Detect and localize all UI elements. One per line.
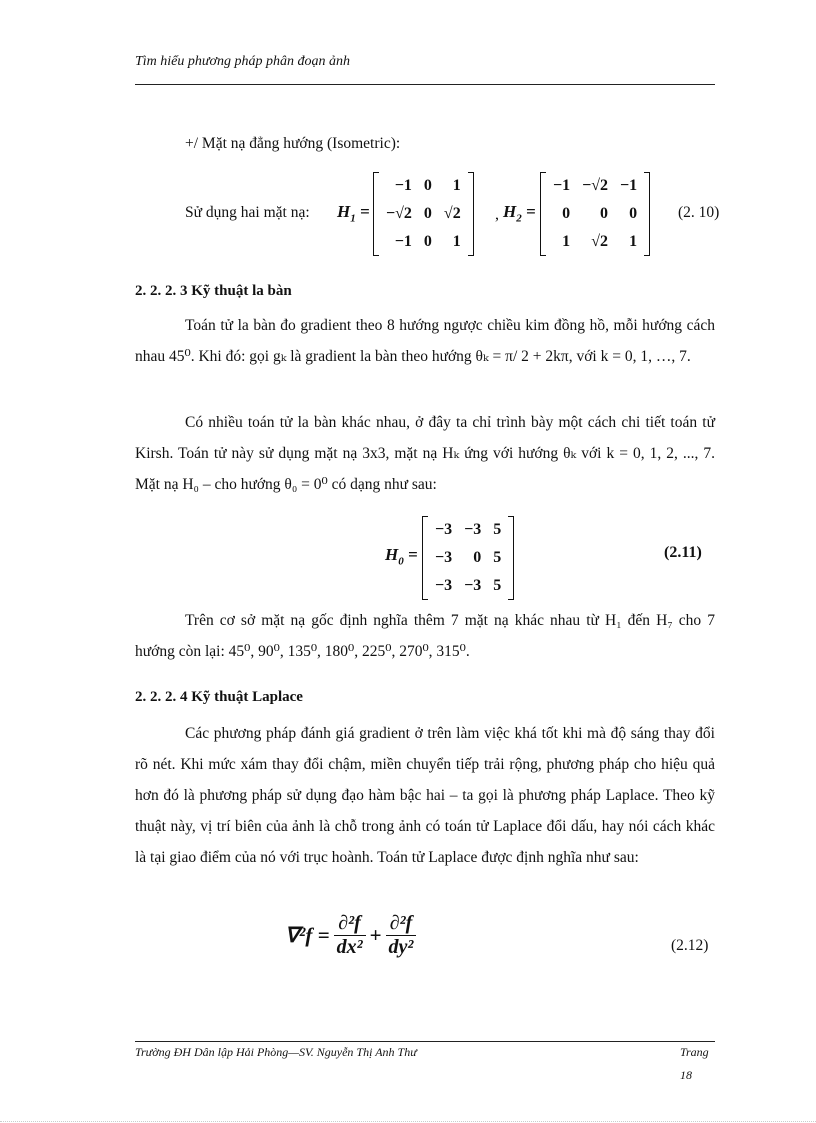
matrix-cell: −√2 (386, 205, 412, 222)
page-bottom-divider (0, 1121, 816, 1122)
fraction-numerator: ∂²f (386, 912, 417, 936)
footer-rule (135, 1041, 715, 1042)
matrix-cell: −1 (620, 177, 638, 194)
matrix-cell: 5 (493, 577, 502, 594)
matrix-row (429, 572, 507, 600)
fraction-denominator: dy² (388, 936, 414, 958)
matrix-cell: 0 (423, 233, 432, 250)
matrix-cell: −3 (435, 521, 453, 538)
laplace-plus: + (369, 923, 382, 947)
isometric-intro: Sử dụng hai mặt nạ: (185, 204, 310, 221)
matrix-cell: −1 (553, 177, 571, 194)
mask-h0-label: $H_0$ = (385, 545, 418, 568)
laplace-equation (285, 912, 416, 959)
footer-text: Trường ĐH Dân lập Hải Phòng—SV. Nguyễn Thị Anh Thư (135, 1045, 417, 1059)
laplace-fraction-y (386, 912, 417, 959)
matrix-cell: 5 (493, 549, 502, 566)
matrix-row (429, 516, 507, 544)
mask-h1-letter: H (337, 202, 351, 221)
matrix-cell: −1 (394, 233, 412, 250)
matrix-cell: √2 (443, 205, 461, 222)
mask-h1-matrix (373, 172, 474, 256)
matrix-cell: 5 (493, 521, 502, 538)
mask-h0-letter: H (385, 545, 399, 564)
matrix-cell: −√2 (582, 177, 609, 194)
matrix-cell: 1 (452, 233, 461, 250)
matrix-cell: 1 (562, 233, 571, 250)
matrix-row (380, 200, 467, 228)
matrix-cell: 0 (629, 205, 638, 222)
mask-h0-matrix (422, 516, 514, 600)
matrix-row (547, 200, 643, 228)
mask-h0-subscript: 0 (398, 555, 404, 568)
matrix-row (547, 228, 643, 256)
equation-number-2-11: (2.11) (664, 544, 702, 561)
matrix-cell: −3 (464, 521, 482, 538)
isometric-title: +/ Mặt nạ đẳng hướng (Isometric): (185, 135, 401, 152)
matrix-row (380, 228, 467, 256)
matrix-row (547, 172, 643, 200)
matrix-row (380, 172, 467, 200)
matrix-cell: 0 (473, 549, 482, 566)
fraction-numerator: ∂²f (334, 912, 366, 936)
matrix-cell: 1 (629, 233, 638, 250)
equation-number-2-10: (2. 10) (678, 204, 720, 221)
matrix-cell: 1 (452, 177, 461, 194)
matrix-cell: −3 (435, 577, 453, 594)
matrix-cell: 0 (600, 205, 609, 222)
footer-page-number: 18 (680, 1068, 692, 1082)
matrix-cell: −3 (435, 549, 453, 566)
compass-paragraph-2: Có nhiều toán tử la bàn khác nhau, ở đây ta chỉ trình bày một cách chi tiết toán tử Kirsh. Toán tử này sử dụng mặt nạ 3x3, mặt nạ Hₖ ứng với hướng θₖ với k = 0, 1, 2, ..., 7. Mặt nạ H₀ – cho hướng θ₀ = 0⁰ có dạng như sau: (135, 414, 715, 493)
laplace-fraction-x (334, 912, 366, 959)
mask-h1-label: $H_1$ = (337, 202, 370, 225)
running-header-title: Tìm hiểu phương pháp phân đoạn ảnh (135, 54, 350, 69)
fraction-denominator: dx² (336, 936, 363, 958)
matrix-row (429, 544, 507, 572)
mask-h2-label: $H_2$ = (503, 202, 536, 225)
matrix-cell: 0 (423, 205, 432, 222)
laplace-paragraph-1: Các phương pháp đánh giá gradient ở trên làm việc khá tốt khi mà độ sáng thay đổi rõ nét. Khi mức xám thay đổi chậm, miền chuyển tiếp trải rộng, phương pháp cho hiệu quả hơn đó là phương pháp sử dụng đạo hàm bậc hai – ta gọi là phương pháp Laplace. Theo kỹ thuật này, vị trí biên của ảnh là chỗ trong ảnh có toán tử Laplace đổi dấu, hay nói cách khác là tại giao điểm của nó với trục hoành. Toán tử Laplace được định nghĩa như sau: (135, 725, 715, 866)
equation-number-2-12: (2.12) (671, 937, 709, 954)
matrix-cell: √2 (591, 233, 609, 250)
mask-separator: , (495, 206, 499, 223)
matrix-cell: 0 (562, 205, 571, 222)
mask-h1-subscript: 1 (350, 212, 356, 225)
footer-page-label: Trang (680, 1045, 709, 1059)
matrix-cell: 0 (423, 177, 432, 194)
mask-h2-subscript: 2 (516, 212, 522, 225)
mask-h2-matrix (540, 172, 650, 256)
compass-paragraph-1: Toán tử la bàn đo gradient theo 8 hướng ngược chiều kim đồng hồ, mỗi hướng cách nhau 45⁰. Khi đó: gọi gₖ là gradient la bàn theo hướng θₖ = π/ 2 + 2kπ, với k = 0, 1, …, 7. (135, 317, 715, 365)
section-heading-laplace: 2. 2. 2. 4 Kỹ thuật Laplace (135, 689, 303, 705)
compass-paragraph-3: Trên cơ sở mặt nạ gốc định nghĩa thêm 7 mặt nạ khác nhau từ H₁ đến H₇ cho 7 hướng còn lại: 45⁰, 90⁰, 135⁰, 180⁰, 225⁰, 270⁰, 315⁰. (135, 612, 715, 660)
header-rule (135, 84, 715, 85)
laplace-lhs: ∇²f = (285, 923, 330, 947)
section-heading-compass: 2. 2. 2. 3 Kỹ thuật la bàn (135, 283, 292, 299)
matrix-cell: −3 (464, 577, 482, 594)
matrix-cell: −1 (394, 177, 412, 194)
mask-h2-letter: H (503, 202, 517, 221)
